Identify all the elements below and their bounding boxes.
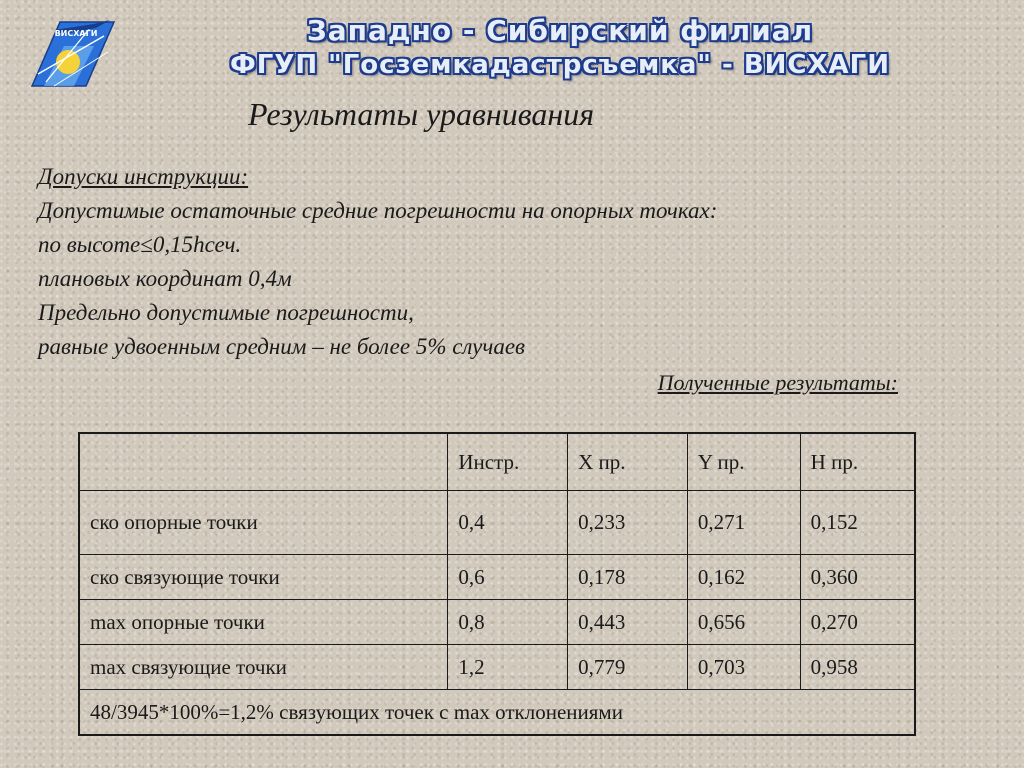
table-row [79,645,915,690]
header-line-1: Западно - Сибирский филиал [306,14,814,47]
table-header-cell: H пр. [800,433,915,491]
table-cell: 0,233 [568,491,688,555]
logo-text: ВИСХАГИ [54,29,98,38]
table-footer-row [79,690,915,736]
instructions-line: плановых координат 0,4м [38,266,292,291]
table-header-cell [79,433,448,491]
table-header-row [79,433,915,491]
results-table [78,432,916,736]
table-cell: ско связующие точки [79,555,448,600]
table-cell: 0,152 [800,491,915,555]
page-header [120,14,1000,82]
table-cell: 0,271 [687,491,800,555]
table-cell: max связующие точки [79,645,448,690]
table-cell: max опорные точки [79,600,448,645]
table-cell: 0,779 [568,645,688,690]
table-cell: 0,270 [800,600,915,645]
table-row [79,555,915,600]
instructions-block [38,160,938,364]
results-label: Полученные результаты: [657,370,898,395]
table-cell: 0,443 [568,600,688,645]
table-cell: 0,703 [687,645,800,690]
instructions-line: по высоте≤0,15hсеч. [38,232,242,257]
instructions-line: Предельно допустимые погрешности, [38,300,414,325]
table-row [79,600,915,645]
table-cell: 0,958 [800,645,915,690]
table-cell: 0,8 [448,600,568,645]
instructions-line: Допустимые остаточные средние погрешности на опорных точках: [38,198,718,223]
table-header-cell: Инстр. [448,433,568,491]
table-cell: ско опорные точки [79,491,448,555]
header-line-2: ФГУП "Госземкадастрсъемка" - ВИСХАГИ [229,50,891,80]
table-cell: 0,178 [568,555,688,600]
table-cell: 0,162 [687,555,800,600]
table-cell: 0,4 [448,491,568,555]
table-cell: 0,656 [687,600,800,645]
page-title: Результаты уравнивания [248,96,595,132]
table-cell: 0,6 [448,555,568,600]
table-footer-cell: 48/3945*100%=1,2% связующих точек с max отклонениями [79,690,915,736]
instructions-line: равные удвоенным средним – не более 5% случаев [38,334,526,359]
table-header-cell: Y пр. [687,433,800,491]
organization-logo [24,16,120,92]
table-cell: 0,360 [800,555,915,600]
instructions-heading: Допуски инструкции: [38,164,249,189]
table-header-cell: X пр. [568,433,688,491]
table-cell: 1,2 [448,645,568,690]
table-row [79,491,915,555]
